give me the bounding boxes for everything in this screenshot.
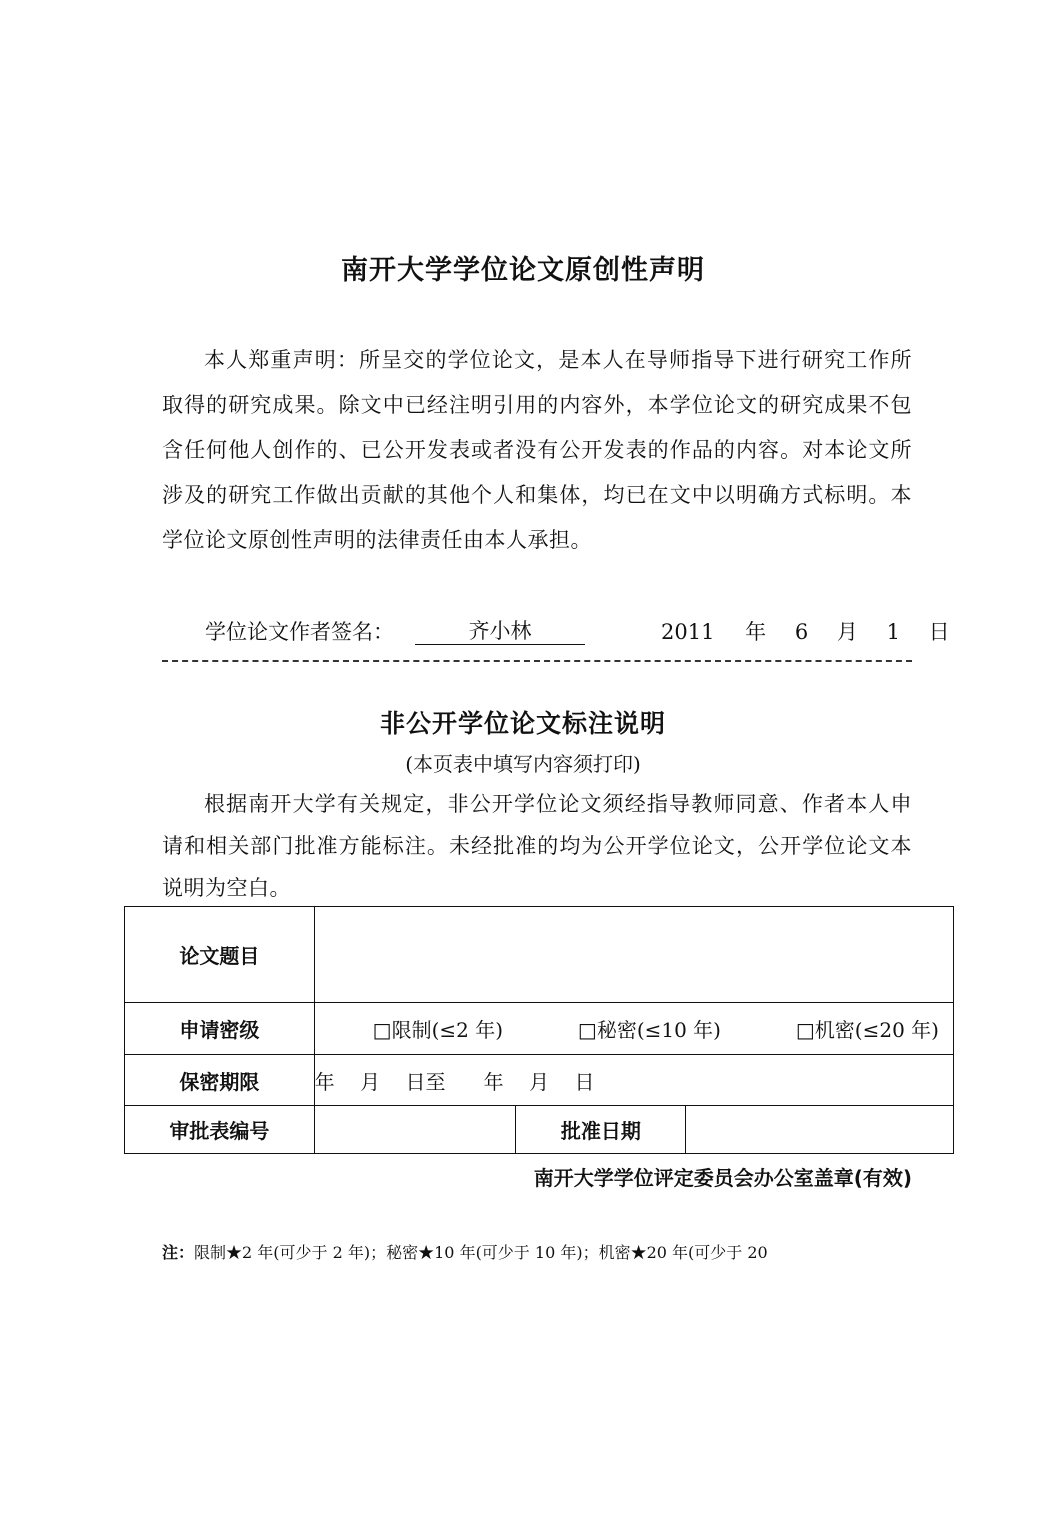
- form-row-title: [125, 907, 954, 1003]
- confidentiality-form: [124, 906, 954, 1154]
- footnote-label: 注：: [162, 1243, 195, 1262]
- signature-name: 齐小林: [415, 616, 585, 645]
- declaration-title: 南开大学学位论文原创性声明: [341, 255, 705, 286]
- period-label: 保密期限: [125, 1055, 315, 1106]
- approval-date-field[interactable]: [686, 1106, 954, 1154]
- date-day-unit: 日: [928, 620, 950, 644]
- declaration-body: 本人郑重声明：所呈交的学位论文，是本人在导师指导下进行研究工作所取得的研究成果。除文中已经注明引用的内容外，本学位论文的研究成果不包含任何他人创作的、已公开发表或者没有公开发表的作品的内容。对本论文所涉及的研究工作做出贡献的其他个人和集体，均已在文中以明确方式标明。本学位论文原创性声明的法律责任由本人承担。: [162, 348, 912, 552]
- date-month: 6: [794, 620, 809, 644]
- level-options: [314, 1003, 953, 1055]
- form-row-period: [125, 1055, 954, 1106]
- nonpublic-body: 根据南开大学有关规定，非公开学位论文须经指导教师同意、作者本人申请和相关部门批准方能标注。未经批准的均为公开学位论文，公开学位论文本说明为空白。: [162, 792, 912, 900]
- footnote: [162, 1240, 768, 1263]
- period-field[interactable]: 年 月 日至 年 月 日: [314, 1055, 953, 1106]
- thesis-title-label: 论文题目: [125, 907, 315, 1003]
- level-option-confidential[interactable]: □机密(≤20 年): [795, 1018, 939, 1042]
- approval-number-label: 审批表编号: [125, 1106, 315, 1154]
- level-option-secret[interactable]: □秘密(≤10 年): [577, 1018, 721, 1042]
- approval-date-label: 批准日期: [516, 1106, 686, 1154]
- level-label: 申请密级: [125, 1003, 315, 1055]
- date-year-unit: 年: [745, 620, 767, 644]
- nonpublic-subtitle: (本页表中填写内容须打印): [405, 752, 641, 776]
- date-year: 2011: [661, 620, 715, 644]
- signature-label: 学位论文作者签名：: [205, 620, 394, 644]
- signature-date: [661, 616, 950, 646]
- approval-number-field[interactable]: [314, 1106, 516, 1154]
- date-day: 1: [886, 620, 900, 644]
- nonpublic-title: 非公开学位论文标注说明: [379, 709, 666, 738]
- form-row-level: [125, 1003, 954, 1055]
- thesis-title-field[interactable]: [314, 907, 953, 1003]
- stamp-text: 南开大学学位评定委员会办公室盖章(有效): [533, 1166, 912, 1190]
- footnote-text: 限制★2 年(可少于 2 年)；秘密★10 年(可少于 10 年)；机密★20 年(可少于 20: [194, 1243, 768, 1262]
- date-month-unit: 月: [836, 620, 858, 644]
- dashed-divider: [162, 660, 912, 662]
- form-row-approval: [125, 1106, 954, 1154]
- level-option-restricted[interactable]: □限制(≤2 年): [372, 1018, 504, 1042]
